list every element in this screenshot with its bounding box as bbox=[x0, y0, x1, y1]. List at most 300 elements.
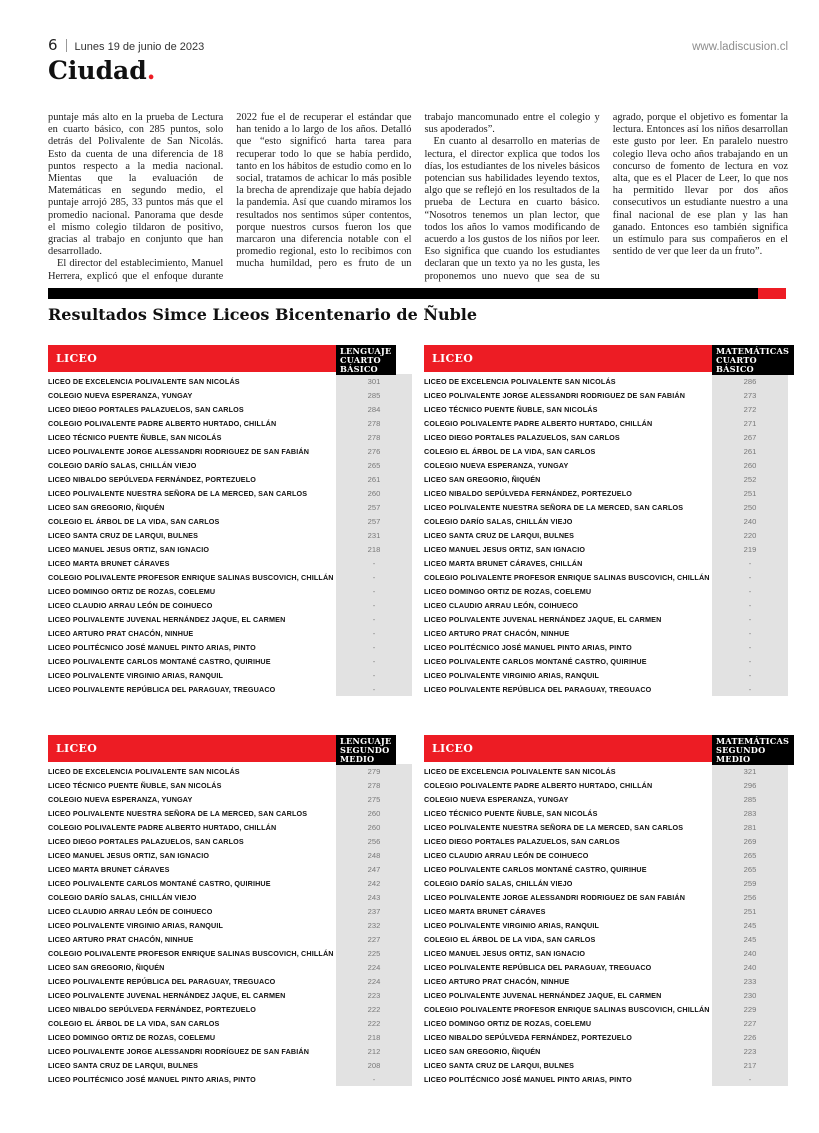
table-row bbox=[48, 820, 412, 834]
table-row bbox=[48, 528, 412, 542]
school-score: 224 bbox=[336, 974, 412, 988]
school-score: 227 bbox=[336, 932, 412, 946]
section-divider-bar bbox=[48, 288, 786, 299]
school-name: LICEO DIEGO PORTALES PALAZUELOS, SAN CARLOS bbox=[424, 432, 620, 442]
school-score: 222 bbox=[336, 1002, 412, 1016]
school-name: LICEO DE EXCELENCIA POLIVALENTE SAN NICOLÁS bbox=[424, 376, 616, 386]
table-row bbox=[424, 640, 788, 654]
table-row bbox=[48, 792, 412, 806]
score-header-line: MEDIO bbox=[716, 753, 751, 764]
table-row bbox=[424, 402, 788, 416]
school-name: LICEO DOMINGO ORTIZ DE ROZAS, COELEMU bbox=[424, 1018, 592, 1028]
school-score: 251 bbox=[712, 486, 788, 500]
table-row bbox=[48, 682, 412, 696]
score-header-line: MEDIO bbox=[340, 753, 375, 764]
table-rows bbox=[48, 764, 412, 1086]
school-name: LICEO NIBALDO SEPÚLVEDA FERNÁNDEZ, PORTEZUELO bbox=[48, 1004, 257, 1014]
table-row bbox=[48, 960, 412, 974]
school-name: LICEO SAN GREGORIO, ÑIQUÉN bbox=[424, 474, 541, 484]
school-score: 222 bbox=[336, 1016, 412, 1030]
school-score: 218 bbox=[336, 542, 412, 556]
school-score: 219 bbox=[712, 542, 788, 556]
school-name: COLEGIO POLIVALENTE PROFESOR ENRIQUE SALINAS BUSCOVICH, CHILLÁN bbox=[424, 572, 710, 582]
school-score: 250 bbox=[712, 500, 788, 514]
school-name: LICEO TÉCNICO PUENTE ÑUBLE, SAN NICOLÁS bbox=[48, 432, 222, 442]
school-name: COLEGIO NUEVA ESPERANZA, YUNGAY bbox=[424, 460, 569, 470]
table-row bbox=[48, 416, 412, 430]
school-score: 275 bbox=[336, 792, 412, 806]
school-score: - bbox=[712, 598, 788, 612]
school-name: LICEO POLIVALENTE CARLOS MONTANÉ CASTRO, QUIRIHUE bbox=[48, 878, 271, 888]
school-name: LICEO POLIVALENTE CARLOS MONTANÉ CASTRO, QUIRIHUE bbox=[48, 656, 271, 666]
edition-date: Lunes 19 de junio de 2023 bbox=[74, 41, 205, 53]
table-row bbox=[424, 988, 788, 1002]
school-name: LICEO DIEGO PORTALES PALAZUELOS, SAN CARLOS bbox=[424, 836, 620, 846]
table-row bbox=[48, 430, 412, 444]
table-row bbox=[424, 806, 788, 820]
table-row bbox=[48, 584, 412, 598]
table-row bbox=[424, 918, 788, 932]
school-score: 260 bbox=[336, 806, 412, 820]
school-score: 224 bbox=[336, 960, 412, 974]
school-score: 284 bbox=[336, 402, 412, 416]
school-score: - bbox=[336, 1072, 412, 1086]
school-name: LICEO CLAUDIO ARRAU LEÓN, COIHUECO bbox=[424, 600, 579, 610]
school-score: 285 bbox=[712, 792, 788, 806]
table-row bbox=[424, 570, 788, 584]
school-name: LICEO ARTURO PRAT CHACÓN, NINHUE bbox=[424, 976, 570, 986]
table-row bbox=[424, 974, 788, 988]
table-score-header bbox=[712, 345, 794, 375]
school-name: COLEGIO POLIVALENTE PADRE ALBERTO HURTADO, CHILLÁN bbox=[48, 418, 277, 428]
school-name: COLEGIO NUEVA ESPERANZA, YUNGAY bbox=[48, 390, 193, 400]
table-rows bbox=[48, 374, 412, 696]
school-score: 240 bbox=[712, 946, 788, 960]
school-name: LICEO TÉCNICO PUENTE ÑUBLE, SAN NICOLÁS bbox=[424, 404, 598, 414]
divider-bar-black bbox=[48, 288, 758, 299]
school-score: - bbox=[336, 584, 412, 598]
school-name: LICEO MANUEL JESUS ORTIZ, SAN IGNACIO bbox=[48, 850, 210, 860]
table-lenguaje-segundo-medio bbox=[48, 735, 412, 1086]
table-row bbox=[424, 556, 788, 570]
table-row bbox=[48, 458, 412, 472]
school-name: LICEO DE EXCELENCIA POLIVALENTE SAN NICOLÁS bbox=[48, 766, 240, 776]
school-score: 252 bbox=[712, 472, 788, 486]
school-score: 278 bbox=[336, 430, 412, 444]
school-name: LICEO ARTURO PRAT CHACÓN, NINHUE bbox=[424, 628, 570, 638]
school-score: 271 bbox=[712, 416, 788, 430]
table-row bbox=[48, 556, 412, 570]
table-row bbox=[48, 904, 412, 918]
score-header-line: BÁSICO bbox=[340, 363, 378, 374]
school-name: LICEO DOMINGO ORTIZ DE ROZAS, COELEMU bbox=[48, 586, 216, 596]
table-row bbox=[424, 1030, 788, 1044]
school-name: COLEGIO POLIVALENTE PROFESOR ENRIQUE SALINAS BUSCOVICH, CHILLÁN bbox=[48, 948, 334, 958]
school-score: 229 bbox=[712, 1002, 788, 1016]
school-name: LICEO POLIVALENTE JORGE ALESSANDRI RODRÍGUEZ DE SAN FABIÁN bbox=[48, 1046, 310, 1056]
table-row bbox=[424, 682, 788, 696]
school-score: 237 bbox=[336, 904, 412, 918]
school-name: COLEGIO DARÍO SALAS, CHILLÁN VIEJO bbox=[48, 460, 197, 470]
table-row bbox=[424, 1058, 788, 1072]
school-score: 240 bbox=[712, 960, 788, 974]
table-row bbox=[424, 904, 788, 918]
table-score-header bbox=[336, 735, 396, 765]
school-score: 278 bbox=[336, 416, 412, 430]
table-row bbox=[48, 862, 412, 876]
table-row bbox=[424, 416, 788, 430]
score-header-line: BÁSICO bbox=[716, 363, 754, 374]
table-row bbox=[424, 458, 788, 472]
school-score: - bbox=[712, 668, 788, 682]
table-header bbox=[48, 345, 412, 372]
school-score: 232 bbox=[336, 918, 412, 932]
table-row bbox=[48, 946, 412, 960]
school-score: 245 bbox=[712, 932, 788, 946]
school-name: LICEO DIEGO PORTALES PALAZUELOS, SAN CARLOS bbox=[48, 404, 244, 414]
school-name: LICEO POLIVALENTE CARLOS MONTANÉ CASTRO, QUIRIHUE bbox=[424, 656, 647, 666]
school-score: 217 bbox=[712, 1058, 788, 1072]
table-name-header: LICEO bbox=[48, 735, 336, 762]
table-row bbox=[424, 626, 788, 640]
school-name: LICEO TÉCNICO PUENTE ÑUBLE, SAN NICOLÁS bbox=[424, 808, 598, 818]
table-matematicas-cuarto-basico bbox=[424, 345, 788, 696]
school-name: LICEO MARTA BRUNET CÁRAVES bbox=[424, 906, 546, 916]
school-score: 245 bbox=[712, 918, 788, 932]
school-score: 283 bbox=[712, 806, 788, 820]
school-score: 269 bbox=[712, 834, 788, 848]
school-score: - bbox=[336, 598, 412, 612]
school-score: - bbox=[712, 612, 788, 626]
site-url: www.ladiscusion.cl bbox=[692, 41, 788, 53]
school-name: LICEO MARTA BRUNET CÁRAVES, CHILLÁN bbox=[424, 558, 583, 568]
school-name: LICEO DIEGO PORTALES PALAZUELOS, SAN CARLOS bbox=[48, 836, 244, 846]
table-row bbox=[424, 764, 788, 778]
school-score: 227 bbox=[712, 1016, 788, 1030]
section-accent-dot: . bbox=[146, 56, 156, 85]
school-score: 256 bbox=[336, 834, 412, 848]
table-row bbox=[48, 1072, 412, 1086]
school-score: 225 bbox=[336, 946, 412, 960]
table-row bbox=[48, 988, 412, 1002]
school-score: 286 bbox=[712, 374, 788, 388]
score-header-line: CUARTO bbox=[340, 354, 381, 365]
table-row bbox=[424, 472, 788, 486]
table-name-header: LICEO bbox=[424, 345, 712, 372]
school-score: 218 bbox=[336, 1030, 412, 1044]
school-name: LICEO SAN GREGORIO, ÑIQUÉN bbox=[48, 502, 165, 512]
school-name: LICEO DOMINGO ORTIZ DE ROZAS, COELEMU bbox=[424, 586, 592, 596]
school-name: LICEO MANUEL JESUS ORTIZ, SAN IGNACIO bbox=[424, 948, 586, 958]
table-row bbox=[424, 514, 788, 528]
school-score: 256 bbox=[712, 890, 788, 904]
results-title: Resultados Simce Liceos Bicentenario de Ñuble bbox=[48, 305, 478, 324]
school-name: LICEO DE EXCELENCIA POLIVALENTE SAN NICOLÁS bbox=[424, 766, 616, 776]
score-header-line: CUARTO bbox=[716, 354, 757, 365]
school-score: - bbox=[712, 654, 788, 668]
table-row bbox=[424, 1072, 788, 1086]
school-name: LICEO SAN GREGORIO, ÑIQUÉN bbox=[424, 1046, 541, 1056]
school-name: COLEGIO EL ÁRBOL DE LA VIDA, SAN CARLOS bbox=[424, 934, 596, 944]
school-name: COLEGIO DARÍO SALAS, CHILLÁN VIEJO bbox=[424, 878, 573, 888]
score-header-line: SEGUNDO bbox=[716, 744, 766, 755]
school-score: 321 bbox=[712, 764, 788, 778]
page-number: 6 bbox=[48, 36, 58, 54]
school-name: LICEO MANUEL JESUS ORTIZ, SAN IGNACIO bbox=[424, 544, 586, 554]
school-score: 261 bbox=[336, 472, 412, 486]
table-row bbox=[48, 570, 412, 584]
table-row bbox=[424, 862, 788, 876]
school-name: LICEO MARTA BRUNET CÁRAVES bbox=[48, 864, 170, 874]
school-score: 265 bbox=[712, 862, 788, 876]
school-score: - bbox=[336, 626, 412, 640]
school-name: LICEO CLAUDIO ARRAU LEÓN DE COIHUECO bbox=[424, 850, 589, 860]
school-score: 265 bbox=[336, 458, 412, 472]
table-row bbox=[424, 584, 788, 598]
school-score: - bbox=[336, 570, 412, 584]
school-name: LICEO POLIVALENTE VIRGINIO ARIAS, RANQUIL bbox=[424, 670, 600, 680]
table-row bbox=[424, 444, 788, 458]
score-header-line: LENGUAJE bbox=[340, 346, 392, 356]
table-row bbox=[48, 1030, 412, 1044]
table-score-header bbox=[336, 345, 396, 375]
table-row bbox=[48, 932, 412, 946]
school-score: 257 bbox=[336, 514, 412, 528]
table-row bbox=[48, 626, 412, 640]
school-score: 220 bbox=[712, 528, 788, 542]
school-name: LICEO SANTA CRUZ DE LARQUI, BULNES bbox=[48, 530, 199, 540]
school-score: 279 bbox=[336, 764, 412, 778]
school-name: LICEO NIBALDO SEPÚLVEDA FERNÁNDEZ, PORTEZUELO bbox=[48, 474, 257, 484]
school-score: 285 bbox=[336, 388, 412, 402]
table-row bbox=[424, 388, 788, 402]
school-score: 260 bbox=[712, 458, 788, 472]
table-rows bbox=[424, 374, 788, 696]
school-name: COLEGIO POLIVALENTE PROFESOR ENRIQUE SALINAS BUSCOVICH, CHILLÁN bbox=[424, 1004, 710, 1014]
school-score: - bbox=[712, 640, 788, 654]
school-score: 247 bbox=[336, 862, 412, 876]
school-name: LICEO CLAUDIO ARRAU LEÓN DE COIHUECO bbox=[48, 600, 213, 610]
school-score: 272 bbox=[712, 402, 788, 416]
school-name: COLEGIO EL ÁRBOL DE LA VIDA, SAN CARLOS bbox=[424, 446, 596, 456]
school-name: LICEO POLITÉCNICO JOSÉ MANUEL PINTO ARIAS, PINTO bbox=[48, 1074, 256, 1084]
school-name: LICEO POLIVALENTE REPÚBLICA DEL PARAGUAY, TREGUACO bbox=[424, 962, 652, 972]
table-row bbox=[424, 612, 788, 626]
table-row bbox=[424, 374, 788, 388]
table-row bbox=[424, 778, 788, 792]
school-name: LICEO CLAUDIO ARRAU LEÓN DE COIHUECO bbox=[48, 906, 213, 916]
table-row bbox=[48, 806, 412, 820]
school-score: - bbox=[336, 640, 412, 654]
table-score-header bbox=[712, 735, 794, 765]
table-row bbox=[48, 598, 412, 612]
school-score: - bbox=[336, 556, 412, 570]
school-name: LICEO POLIVALENTE JORGE ALESSANDRI RODRIGUEZ DE SAN FABIÁN bbox=[424, 390, 686, 400]
school-score: - bbox=[712, 1072, 788, 1086]
school-name: LICEO ARTURO PRAT CHACÓN, NINHUE bbox=[48, 934, 194, 944]
school-score: 240 bbox=[712, 514, 788, 528]
masthead-divider bbox=[66, 39, 67, 52]
school-name: LICEO MARTA BRUNET CÁRAVES bbox=[48, 558, 170, 568]
score-header-line: LENGUAJE bbox=[340, 736, 392, 746]
school-score: 223 bbox=[712, 1044, 788, 1058]
school-name: LICEO SANTA CRUZ DE LARQUI, BULNES bbox=[48, 1060, 199, 1070]
table-row bbox=[48, 1002, 412, 1016]
school-score: 281 bbox=[712, 820, 788, 834]
school-score: - bbox=[712, 556, 788, 570]
table-matematicas-segundo-medio bbox=[424, 735, 788, 1086]
school-name: COLEGIO EL ÁRBOL DE LA VIDA, SAN CARLOS bbox=[48, 1018, 220, 1028]
article-paragraph: puntaje más alto en la prueba de Lectura en cuarto básico, con 285 puntos, solo detrás del Polivalente de San Nicolás. Esto da cuenta de una diferencia de 18 puntos respecto a la media nacional. Mientas que la evaluación de Matemáticas en segundo medio, el puntaje arrojó 285, 33 puntos más que el promedio nacional. Panorama que desde el mismo colegio tildaron de positivo, gracias al trabajo en conjunto que han desarrollado. bbox=[48, 112, 224, 258]
school-score: 260 bbox=[336, 486, 412, 500]
school-name: LICEO POLIVALENTE JUVENAL HERNÁNDEZ JAQUE, EL CARMEN bbox=[48, 614, 286, 624]
school-score: 230 bbox=[712, 988, 788, 1002]
score-header-line: MATEMÁTICAS bbox=[716, 346, 790, 356]
school-score: 267 bbox=[712, 430, 788, 444]
school-score: 208 bbox=[336, 1058, 412, 1072]
school-score: 276 bbox=[336, 444, 412, 458]
table-row bbox=[48, 542, 412, 556]
school-name: COLEGIO POLIVALENTE PROFESOR ENRIQUE SALINAS BUSCOVICH, CHILLÁN bbox=[48, 572, 334, 582]
school-name: LICEO SANTA CRUZ DE LARQUI, BULNES bbox=[424, 1060, 575, 1070]
school-name: LICEO POLIVALENTE VIRGINIO ARIAS, RANQUIL bbox=[48, 920, 224, 930]
table-row bbox=[424, 486, 788, 500]
table-row bbox=[424, 792, 788, 806]
school-name: COLEGIO EL ÁRBOL DE LA VIDA, SAN CARLOS bbox=[48, 516, 220, 526]
score-header-line: MATEMÁTICAS bbox=[716, 736, 790, 746]
school-name: COLEGIO NUEVA ESPERANZA, YUNGAY bbox=[48, 794, 193, 804]
table-row bbox=[48, 500, 412, 514]
article-paragraph: En cuanto al desarrollo en materias de lectura, el director explica que todos los días, los estudiantes de los niveles básicos potencian sus habilidades leyendo textos, algo que se reflejó en los resultados de la prueba de Lectura en cuarto básico. “Nosotros tenemos un plan lector, que todos los años lo vamos modificando de acuerdo a los gustos de los niños por leer. Eso significa que cuando los estudiantes declaran que un texto ya no les gusta, les proponemos uno nuevo que sea de su agrado, porque el objetivo es fomentar la lectura. Entonces así los niños desarrollan este gusto por leer. En paralelo nuestro colegio lleva ocho años trabajando en un concurso de fomento de lectura en voz alta, que es el Placer de Leer, lo que nos ha permitido llevar por dos años consecutivos un estudiante nuestro a una final nacional de ese plan y las han ganado. Entonces eso también significa un estímulo para sus compañeros en el sentido de ver que leer da un fruto”. bbox=[424, 112, 788, 282]
school-name: LICEO POLIVALENTE JORGE ALESSANDRI RODRIGUEZ DE SAN FABIÁN bbox=[424, 892, 686, 902]
school-name: LICEO MANUEL JESUS ORTIZ, SAN IGNACIO bbox=[48, 544, 210, 554]
school-name: COLEGIO NUEVA ESPERANZA, YUNGAY bbox=[424, 794, 569, 804]
school-name: LICEO POLITÉCNICO JOSÉ MANUEL PINTO ARIAS, PINTO bbox=[424, 1074, 632, 1084]
table-row bbox=[424, 876, 788, 890]
school-name: COLEGIO POLIVALENTE PADRE ALBERTO HURTADO, CHILLÁN bbox=[48, 822, 277, 832]
school-name: LICEO POLIVALENTE REPÚBLICA DEL PARAGUAY, TREGUACO bbox=[48, 684, 276, 694]
school-name: COLEGIO DARÍO SALAS, CHILLÁN VIEJO bbox=[48, 892, 197, 902]
table-row bbox=[48, 890, 412, 904]
table-row bbox=[424, 668, 788, 682]
table-rows bbox=[424, 764, 788, 1086]
school-score: 257 bbox=[336, 500, 412, 514]
school-name: LICEO TÉCNICO PUENTE ÑUBLE, SAN NICOLÁS bbox=[48, 780, 222, 790]
school-name: LICEO SAN GREGORIO, ÑIQUÉN bbox=[48, 962, 165, 972]
table-row bbox=[48, 1016, 412, 1030]
table-row bbox=[424, 932, 788, 946]
school-name: LICEO POLIVALENTE VIRGINIO ARIAS, RANQUIL bbox=[48, 670, 224, 680]
school-score: 226 bbox=[712, 1030, 788, 1044]
school-score: 265 bbox=[712, 848, 788, 862]
school-name: LICEO POLIVALENTE CARLOS MONTANÉ CASTRO, QUIRIHUE bbox=[424, 864, 647, 874]
school-score: - bbox=[336, 654, 412, 668]
school-score: 278 bbox=[336, 778, 412, 792]
school-score: 243 bbox=[336, 890, 412, 904]
school-score: 273 bbox=[712, 388, 788, 402]
table-row bbox=[424, 430, 788, 444]
school-name: COLEGIO DARÍO SALAS, CHILLÁN VIEJO bbox=[424, 516, 573, 526]
school-score: 242 bbox=[336, 876, 412, 890]
table-row bbox=[48, 1058, 412, 1072]
school-score: 233 bbox=[712, 974, 788, 988]
school-name: LICEO DE EXCELENCIA POLIVALENTE SAN NICOLÁS bbox=[48, 376, 240, 386]
table-row bbox=[424, 528, 788, 542]
school-name: LICEO DOMINGO ORTIZ DE ROZAS, COELEMU bbox=[48, 1032, 216, 1042]
school-score: 296 bbox=[712, 778, 788, 792]
school-score: 223 bbox=[336, 988, 412, 1002]
school-score: 251 bbox=[712, 904, 788, 918]
school-score: - bbox=[336, 612, 412, 626]
school-name: LICEO ARTURO PRAT CHACÓN, NINHUE bbox=[48, 628, 194, 638]
table-row bbox=[48, 764, 412, 778]
table-row bbox=[424, 848, 788, 862]
table-row bbox=[48, 388, 412, 402]
table-row bbox=[48, 486, 412, 500]
score-header-line: SEGUNDO bbox=[340, 744, 390, 755]
table-lenguaje-cuarto-basico bbox=[48, 345, 412, 696]
school-name: LICEO POLIVALENTE REPÚBLICA DEL PARAGUAY, TREGUACO bbox=[48, 976, 276, 986]
table-row bbox=[48, 612, 412, 626]
school-score: 301 bbox=[336, 374, 412, 388]
table-row bbox=[48, 876, 412, 890]
school-name: LICEO POLIVALENTE REPÚBLICA DEL PARAGUAY, TREGUACO bbox=[424, 684, 652, 694]
school-score: - bbox=[712, 626, 788, 640]
table-row bbox=[48, 472, 412, 486]
table-row bbox=[424, 946, 788, 960]
school-name: LICEO NIBALDO SEPÚLVEDA FERNÁNDEZ, PORTEZUELO bbox=[424, 1032, 633, 1042]
table-row bbox=[48, 402, 412, 416]
table-row bbox=[48, 654, 412, 668]
table-row bbox=[48, 444, 412, 458]
table-row bbox=[48, 778, 412, 792]
masthead-left bbox=[48, 36, 204, 54]
table-row bbox=[48, 918, 412, 932]
table-header bbox=[424, 345, 788, 372]
table-row bbox=[48, 974, 412, 988]
table-row bbox=[424, 598, 788, 612]
school-name: LICEO POLIVALENTE JUVENAL HERNÁNDEZ JAQUE, EL CARMEN bbox=[424, 614, 662, 624]
table-header bbox=[424, 735, 788, 762]
table-row bbox=[424, 834, 788, 848]
school-name: LICEO POLIVALENTE NUESTRA SEÑORA DE LA MERCED, SAN CARLOS bbox=[424, 822, 684, 832]
table-row bbox=[424, 820, 788, 834]
table-row bbox=[424, 890, 788, 904]
school-name: LICEO POLITÉCNICO JOSÉ MANUEL PINTO ARIAS, PINTO bbox=[48, 642, 256, 652]
article-body bbox=[48, 112, 788, 286]
school-score: - bbox=[336, 668, 412, 682]
table-row bbox=[424, 1016, 788, 1030]
table-row bbox=[48, 640, 412, 654]
school-score: 248 bbox=[336, 848, 412, 862]
school-name: LICEO SANTA CRUZ DE LARQUI, BULNES bbox=[424, 530, 575, 540]
school-name: LICEO POLIVALENTE NUESTRA SEÑORA DE LA MERCED, SAN CARLOS bbox=[48, 488, 308, 498]
table-row bbox=[48, 668, 412, 682]
table-row bbox=[48, 848, 412, 862]
section-title bbox=[48, 56, 155, 85]
school-name: COLEGIO POLIVALENTE PADRE ALBERTO HURTADO, CHILLÁN bbox=[424, 780, 653, 790]
school-name: LICEO POLIVALENTE JUVENAL HERNÁNDEZ JAQUE, EL CARMEN bbox=[424, 990, 662, 1000]
school-score: - bbox=[712, 570, 788, 584]
school-score: - bbox=[336, 682, 412, 696]
table-name-header: LICEO bbox=[424, 735, 712, 762]
article-paragraph: El director del establecimiento, Manuel Herrera, explicó que el enfoque durante 2022 fue el de recuperar el estándar que han tenido a lo largo de los años. Detalló que “esto significó harta tarea para recuperar todo lo que se había perdido, tanto en los hábitos de estudio como en lo social, tratamos de achicar lo más posible la brecha de aprendizaje que había dejado la pandemia. Así que cuando miramos los resultados nos sentimos súper contentos, porque nuestros cursos fueron los que marcaron una diferencia notable con el promedio regional, esto lo recibimos con mucha humildad, pero es fruto de un trabajo mancomunado entre el colegio y sus apoderados”. bbox=[48, 112, 600, 282]
table-row bbox=[424, 542, 788, 556]
table-row bbox=[424, 654, 788, 668]
table-row bbox=[48, 1044, 412, 1058]
table-name-header: LICEO bbox=[48, 345, 336, 372]
school-name: LICEO POLIVALENTE JORGE ALESSANDRI RODRIGUEZ DE SAN FABIÁN bbox=[48, 446, 310, 456]
